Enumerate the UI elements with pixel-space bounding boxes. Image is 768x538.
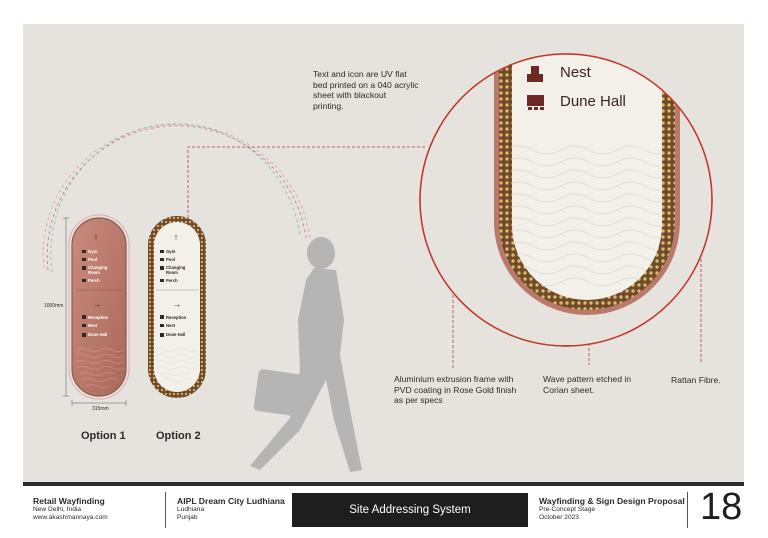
option2-item-pool: Pool <box>166 257 176 262</box>
print-note: Text and icon are UV flat bed printed on a 040 acrylic sheet with blackout printing. <box>313 69 419 111</box>
footer-divider-1 <box>165 492 166 528</box>
option1-item-perch: Perch <box>88 278 100 283</box>
page-number: 18 <box>700 486 743 528</box>
option2-arrow-right: → <box>172 299 182 309</box>
option2-item-room: Room <box>166 270 178 275</box>
option1-item-dune-hall: Dune Hall <box>88 332 108 337</box>
footer-mid: AIPL Dream City Ludhiana Ludhiana Punjab <box>177 496 285 521</box>
footer-rule <box>23 482 744 486</box>
footer-left-title: Retail Wayfinding <box>33 496 105 506</box>
height-dimension: 1000mm <box>44 303 64 309</box>
footer-left: Retail Wayfinding New Delhi, India www.akashmannaya.com <box>33 496 108 521</box>
option2-item-nest: Nest <box>166 323 176 328</box>
option2-label: Option 2 <box>156 430 201 442</box>
person-silhouette <box>250 237 362 472</box>
option1-sign <box>69 215 129 399</box>
option1-label: Option 1 <box>81 430 126 442</box>
option1-item-nest: Nest <box>88 323 98 328</box>
option1-item-room: Room <box>88 270 100 275</box>
option2-item-changing: Changing <box>166 265 186 270</box>
option2-item-dune-hall: Dune Hall <box>166 332 186 337</box>
option2-item-perch: Perch <box>166 278 178 283</box>
wave-note: Wave pattern etched in Corian sheet. <box>543 374 632 395</box>
section-title-box: Site Addressing System <box>292 493 528 527</box>
zoom-label-nest: Nest <box>560 64 591 81</box>
option2-arrow-up: ↑ <box>173 232 179 242</box>
option1-item-pool: Pool <box>88 257 98 262</box>
width-dimension: 315mm <box>92 406 109 412</box>
option1-item-changing: Changing <box>88 265 108 270</box>
option2-sign <box>148 216 206 398</box>
zoom-label-dune-hall: Dune Hall <box>560 93 626 110</box>
option2-item-reception: Reception <box>166 315 187 320</box>
footer-divider-2 <box>687 492 688 528</box>
footer-right: Wayfinding & Sign Design Proposal Pre-Concept Stage October 2023 <box>539 496 685 521</box>
frame-note: Aluminium extrusion frame with PVD coating in Rose Gold finish as per specs <box>394 374 517 405</box>
option1-item-reception: Reception <box>88 315 109 320</box>
option1-arrow-up: ↑ <box>93 232 99 242</box>
option1-item-gym: Gym <box>88 249 98 254</box>
rattan-note: Rattan Fibre. <box>671 375 721 385</box>
dune-hall-icon <box>527 95 544 106</box>
option2-item-gym: Gym <box>166 249 176 254</box>
option1-arrow-right: → <box>92 299 102 309</box>
footer-mid-title: AIPL Dream City Ludhiana <box>177 496 285 506</box>
footer-right-title: Wayfinding & Sign Design Proposal <box>539 496 685 506</box>
